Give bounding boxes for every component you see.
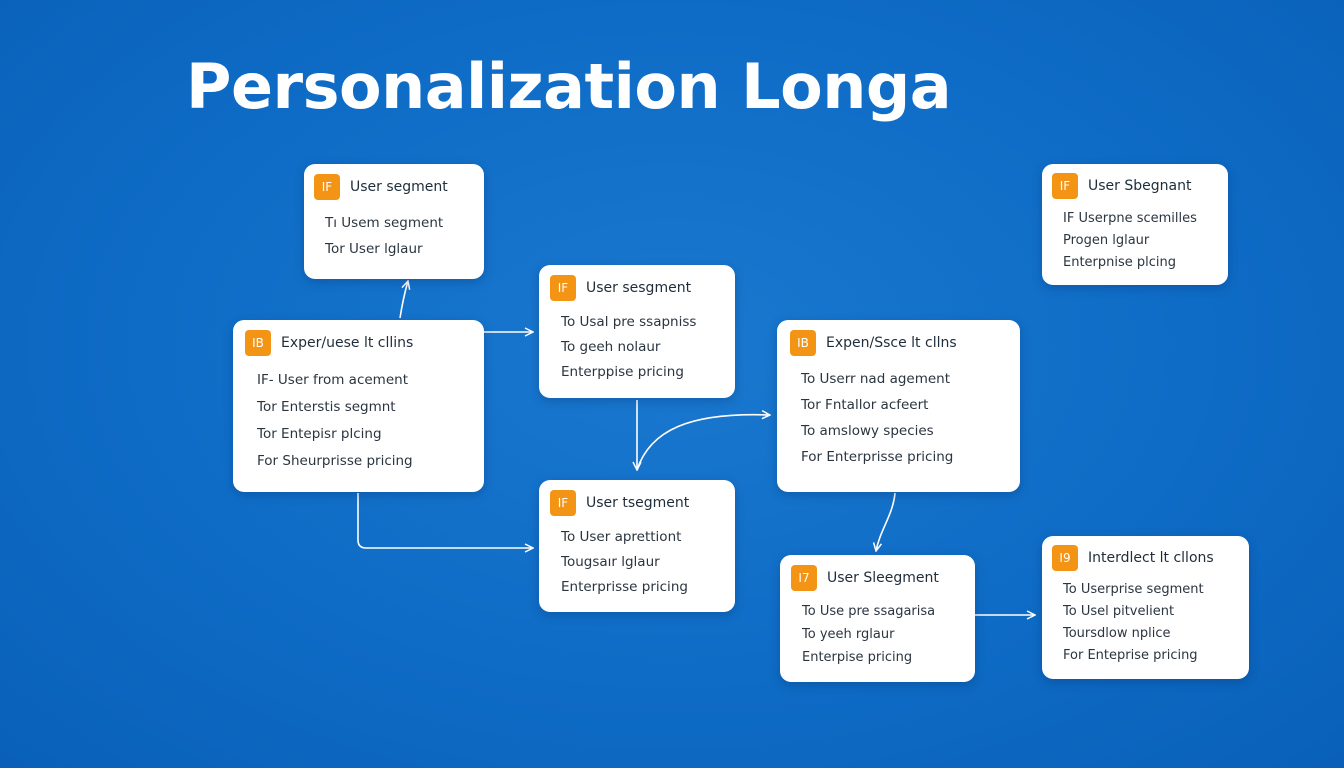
- card-lines: [1063, 579, 1239, 667]
- condition-badge: IB: [245, 330, 271, 356]
- card-lines: [1063, 208, 1218, 274]
- card-lines: [802, 600, 964, 669]
- card-line: Tor User lglaur: [325, 241, 423, 257]
- card-header: [790, 330, 1007, 356]
- card-line: For Enteprise pricing: [1063, 648, 1198, 663]
- card-lines: [257, 367, 472, 475]
- card-lines: [561, 525, 724, 600]
- condition-badge: IF: [550, 490, 576, 516]
- card-title: User segment: [350, 179, 448, 195]
- rule-card[interactable]: [539, 480, 735, 612]
- card-header: [1052, 173, 1218, 199]
- card-lines: [561, 310, 724, 385]
- card-title: Expen/Ssce lt cllns: [826, 335, 957, 351]
- card-title: Exper/uese lt cllins: [281, 335, 414, 351]
- card-line: To User aprettiont: [561, 529, 682, 545]
- card-line: To Usal pre ssapniss: [561, 314, 697, 330]
- card-title: User Sbegnant: [1088, 178, 1192, 194]
- connector-arrow: [358, 493, 533, 548]
- card-line: To Use pre ssagarisa: [802, 604, 936, 619]
- card-header: [550, 275, 724, 301]
- card-line: Progen lglaur: [1063, 233, 1150, 248]
- card-lines: [801, 366, 1007, 470]
- rule-card[interactable]: [1042, 164, 1228, 285]
- rule-card[interactable]: [539, 265, 735, 398]
- card-header: [550, 490, 724, 516]
- rule-card[interactable]: [777, 320, 1020, 492]
- card-line: To Usel pitvelient: [1063, 604, 1175, 619]
- card-line: Enterpnise plcing: [1063, 255, 1177, 270]
- card-line: For Sheurprisse pricing: [257, 453, 413, 469]
- card-header: [245, 330, 472, 356]
- card-line: To Userr nad agement: [801, 371, 951, 387]
- card-line: Toursdlow nplice: [1063, 626, 1171, 641]
- card-line: Enterpise pricing: [802, 650, 913, 665]
- card-title: User Sleegment: [827, 570, 939, 586]
- card-line: Tougsaır lglaur: [561, 554, 660, 570]
- card-title: Interdlect lt cllons: [1088, 550, 1214, 566]
- rule-card[interactable]: [1042, 536, 1249, 679]
- rule-card[interactable]: [780, 555, 975, 682]
- condition-badge: IF: [550, 275, 576, 301]
- card-line: IF Userpne scemilles: [1063, 211, 1197, 226]
- card-header: [1052, 545, 1239, 571]
- condition-badge: IF: [1052, 173, 1078, 199]
- card-line: Tor Entepisr plcing: [257, 426, 382, 442]
- rule-card[interactable]: [304, 164, 484, 279]
- card-line: To yeeh rglaur: [802, 627, 895, 642]
- card-line: To amslowy species: [801, 423, 934, 439]
- card-line: To geeh nolaur: [561, 339, 661, 355]
- card-line: To Userprise segment: [1063, 582, 1204, 597]
- card-line: Tor Enterstis segmnt: [257, 399, 396, 415]
- rule-card[interactable]: [233, 320, 484, 492]
- connector-arrow: [400, 281, 408, 318]
- connector-arrow: [876, 493, 895, 551]
- card-line: Tı Usem segment: [325, 215, 444, 231]
- card-line: Enterprisse pricing: [561, 579, 688, 595]
- card-title: User sesgment: [586, 280, 692, 296]
- card-line: Enterppise pricing: [561, 364, 684, 380]
- card-title: User tsegment: [586, 495, 690, 511]
- condition-badge: I7: [791, 565, 817, 591]
- card-line: Tor Fntallor acfeert: [801, 397, 929, 413]
- card-lines: [325, 210, 474, 262]
- card-line: For Enterprisse pricing: [801, 449, 954, 465]
- diagram-title: Personalization Longa: [186, 50, 952, 123]
- condition-badge: IB: [790, 330, 816, 356]
- condition-badge: IF: [314, 174, 340, 200]
- card-line: IF- User from acement: [257, 372, 408, 388]
- connector-arrow: [637, 415, 770, 470]
- card-header: [791, 565, 964, 591]
- condition-badge: I9: [1052, 545, 1078, 571]
- card-header: [314, 174, 474, 200]
